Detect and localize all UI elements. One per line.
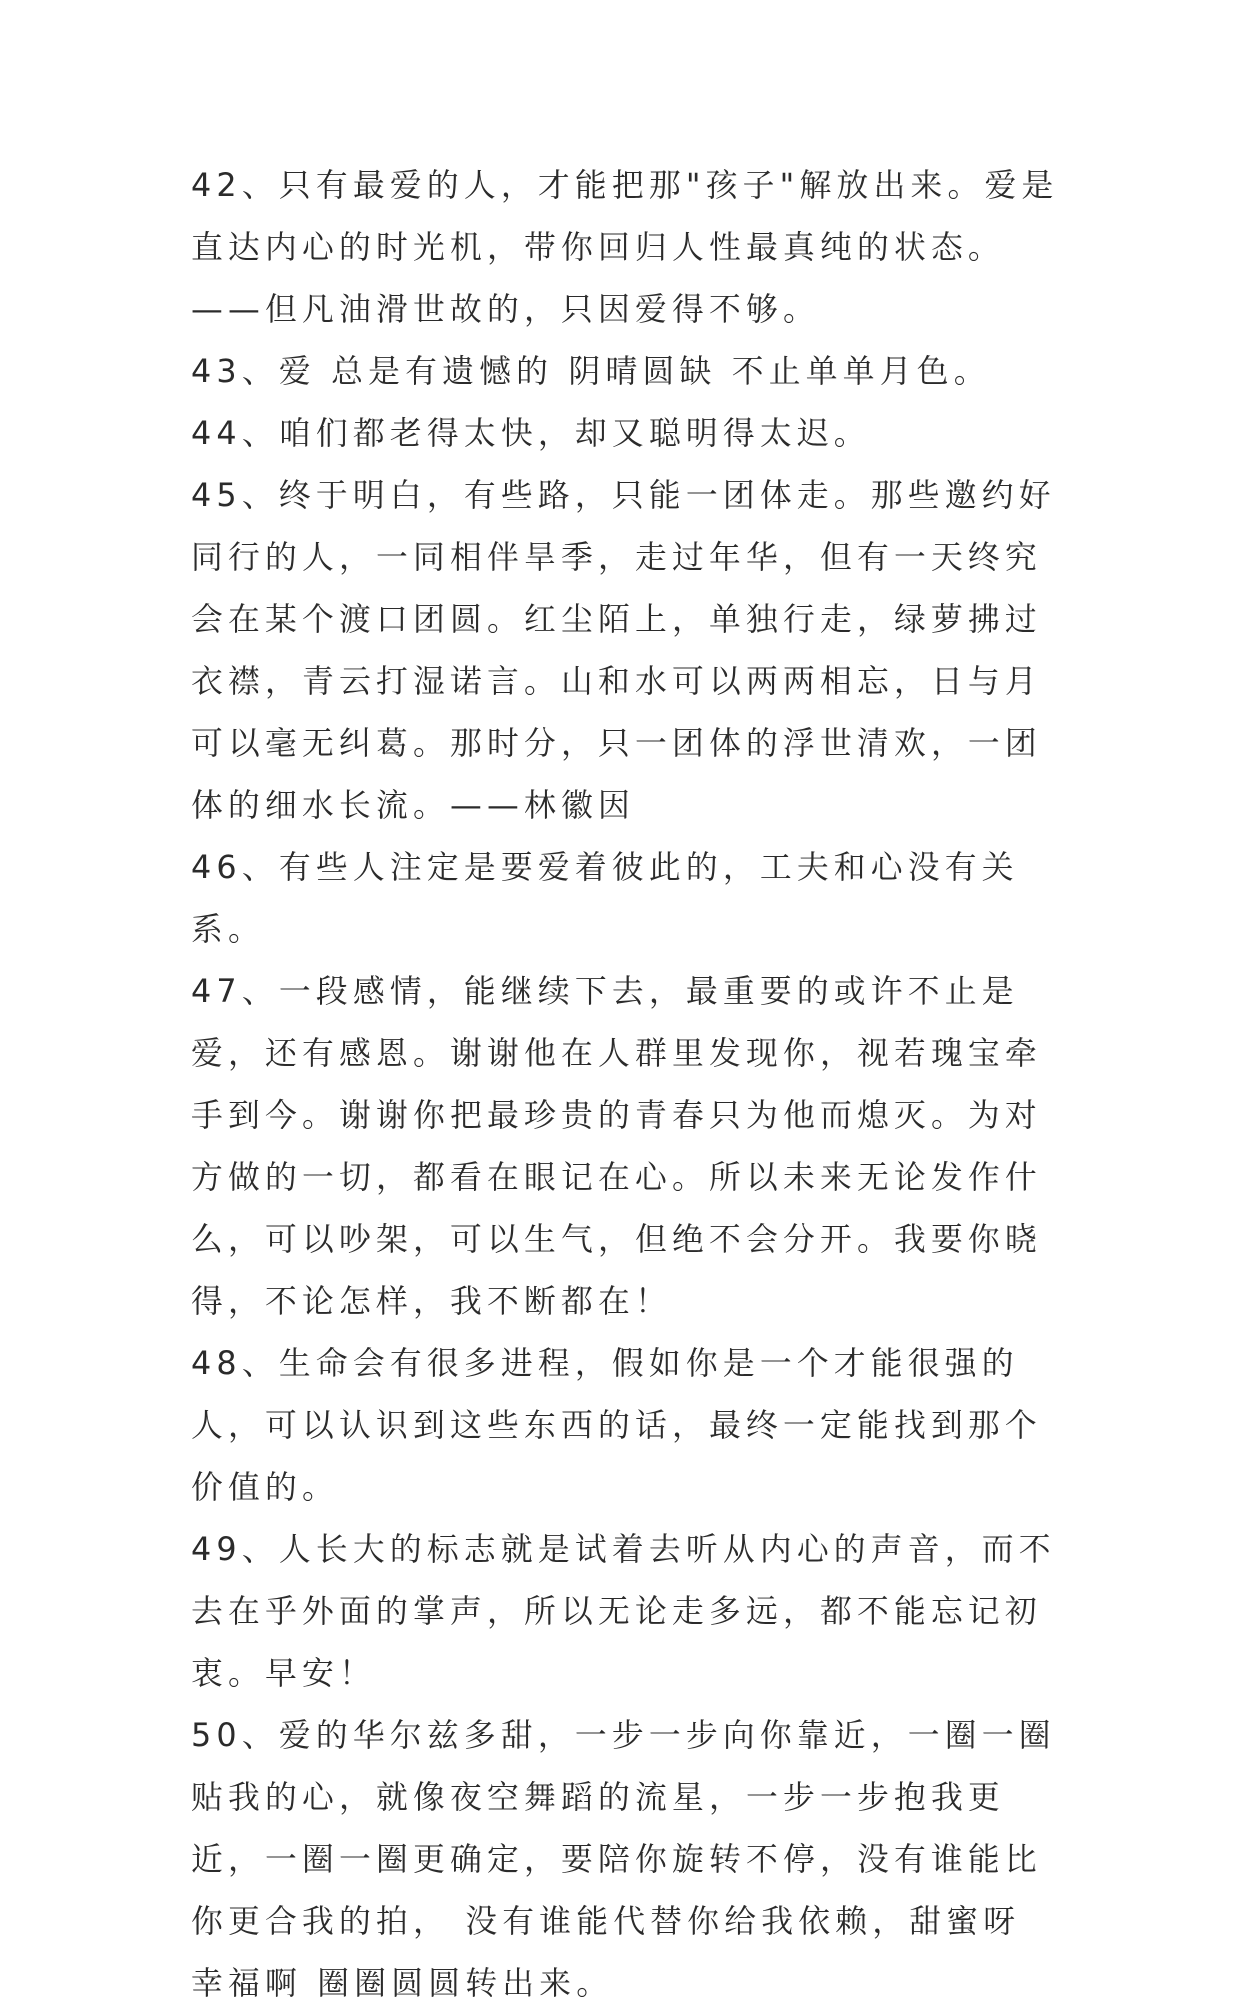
quote-47: 47、一段感情，能继续下去，最重要的或许不止是爱，还有感恩。谢谢他在人群里发现你，视若瑰宝牵手到今。谢谢你把最珍贵的青春只为他而熄灭。为对方做的一切，都看在眼记在心。所以未来无论发作什么，可以吵架，可以生气，但绝不会分开。我要你晓得，不论怎样，我不断都在！	[191, 973, 1042, 1320]
quote-list	[191, 155, 1066, 2015]
quote-50: 50、爱的华尔兹多甜，一步一步向你靠近，一圈一圈贴我的心，就像夜空舞蹈的流星，一步一步抱我更近，一圈一圈更确定，要陪你旋转不停，没有谁能比你更合我的拍， 没有谁能代替你给我依赖，甜蜜呀 幸福啊 圈圈圆圆转出来。	[191, 1717, 1056, 2002]
quote-48: 48、生命会有很多进程，假如你是一个才能很强的人，可以认识到这些东西的话，最终一定能找到那个价值的。	[191, 1345, 1042, 1506]
quote-43: 43、爱 总是有遗憾的 阴晴圆缺 不止单单月色。	[191, 353, 991, 390]
quote-46: 46、有些人注定是要爱着彼此的，工夫和心没有关系。	[191, 849, 1019, 948]
quote-44: 44、咱们都老得太快，却又聪明得太迟。	[191, 415, 871, 452]
quote-49: 49、人长大的标志就是试着去听从内心的声音，而不去在乎外面的掌声，所以无论走多远，都不能忘记初衷。早安！	[191, 1531, 1056, 1692]
quote-45: 45、终于明白，有些路，只能一团体走。那些邀约好同行的人，一同相伴旱季，走过年华，但有一天终究会在某个渡口团圆。红尘陌上，单独行走，绿萝拂过衣襟，青云打湿诺言。山和水可以两两相忘，日与月可以毫无纠葛。那时分，只一团体的浮世清欢，一团体的细水长流。——林徽因	[191, 477, 1056, 824]
quote-42: 42、只有最爱的人，才能把那"孩子"解放出来。爱是直达内心的时光机，带你回归人性最真纯的状态。——但凡油滑世故的，只因爱得不够。	[191, 167, 1059, 328]
